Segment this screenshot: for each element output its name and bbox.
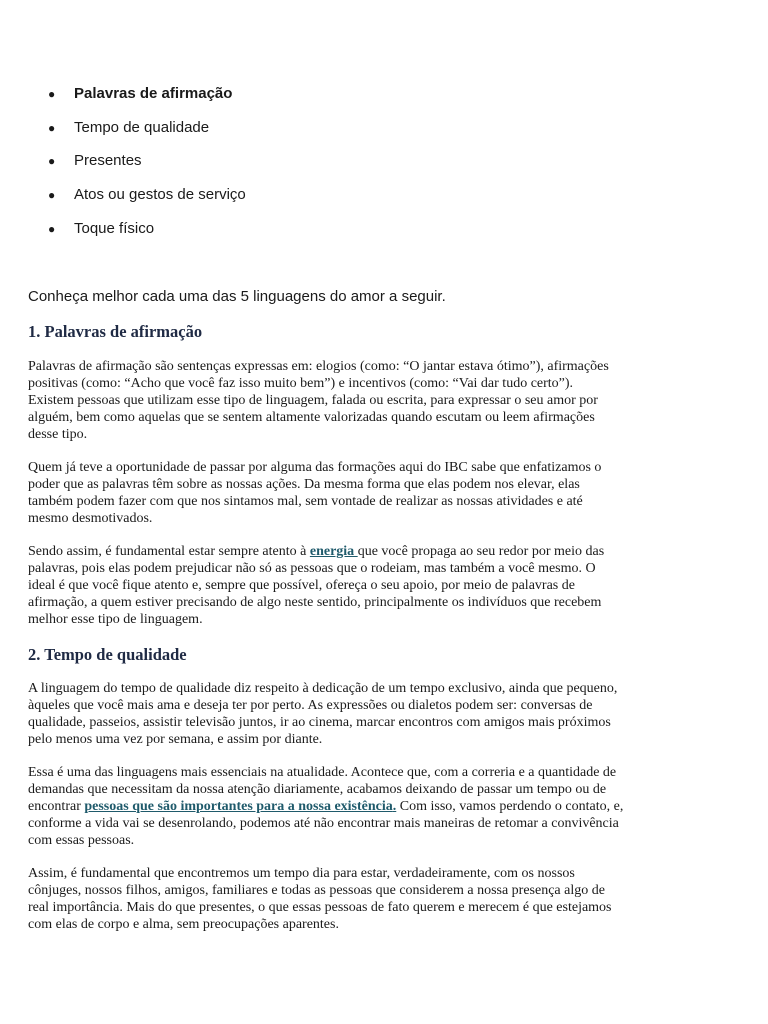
section2-heading: 2. Tempo de qualidade bbox=[28, 645, 187, 664]
text-line: A linguagem do tempo de qualidade diz respeito à dedicação de um tempo exclusivo, ainda que pequeno, bbox=[28, 681, 618, 696]
text-line: ideal é que você fique atento e, sempre que possível, ofereça o seu apoio, por meio de palavras de bbox=[28, 577, 575, 593]
text-line: melhor esse tipo de linguagem. bbox=[28, 611, 203, 627]
text-line: palavras, pois elas podem prejudicar não só as pessoas que o rodeiam, mas também a você mesmo. O bbox=[28, 560, 596, 576]
text-line: Palavras de afirmação são sentenças expressas em: elogios (como: “O jantar estava ótimo”), afirmações bbox=[28, 359, 609, 374]
list-item bbox=[46, 118, 246, 152]
energia-link[interactable]: energia bbox=[309, 544, 358, 559]
section2-paragraph-3 bbox=[28, 866, 700, 934]
text-line: Assim, é fundamental que encontremos um tempo dia para estar, verdadeiramente, com os nossos bbox=[28, 866, 575, 881]
text-segment: que você propaga ao seu redor por meio das bbox=[357, 544, 605, 559]
text-line: àqueles que você mais ama e deseja ter por perto. As expressões ou dialetos podem ser: conversas de bbox=[28, 697, 593, 713]
text-line: demandas que necessitam da nossa atenção diariamente, acabamos deixando de passar um tempo ou de bbox=[28, 781, 607, 797]
intro-text: Conheça melhor cada uma das 5 linguagens do amor a seguir. bbox=[28, 288, 446, 305]
text-line: pelo menos uma vez por semana, e assim por diante. bbox=[28, 731, 323, 747]
text-line: qualidade, passeios, assistir televisão juntos, ir ao cinema, marcar encontros com amigos mais próximos bbox=[28, 714, 611, 730]
list-item-label: Atos ou gestos de serviço bbox=[74, 186, 246, 204]
bullet-icon: ● bbox=[48, 120, 56, 135]
section1-heading: 1. Palavras de afirmação bbox=[28, 322, 203, 341]
section1-paragraph-1 bbox=[28, 359, 700, 444]
section2-paragraph-1 bbox=[28, 681, 700, 749]
section2-paragraph-2 bbox=[28, 765, 700, 850]
text-line bbox=[28, 799, 700, 816]
list-item bbox=[46, 84, 246, 118]
text-line: positivas (como: “Acho que você faz isso muito bem”) e incentivos (como: “Vai dar tudo certo”). bbox=[28, 375, 574, 391]
bullet-icon: ● bbox=[48, 87, 56, 101]
text-line bbox=[28, 544, 700, 561]
text-line: real importância. Mais do que presentes, o que essas pessoas de fato querem e merecem é que estejamos bbox=[28, 899, 612, 915]
list-item-label: Palavras de afirmação bbox=[74, 85, 233, 102]
list-item bbox=[46, 185, 246, 219]
text-segment: Com isso, vamos perdendo o contato, e, bbox=[396, 798, 624, 814]
important-people-link[interactable]: pessoas que são importantes para a nossa existência bbox=[84, 798, 393, 814]
list-item bbox=[46, 219, 246, 253]
text-line: desse tipo. bbox=[28, 426, 88, 442]
bullet-icon: ● bbox=[48, 154, 56, 169]
section1-paragraph-2 bbox=[28, 460, 700, 528]
section1-paragraph-3 bbox=[28, 544, 700, 629]
list-item-label: Presentes bbox=[74, 152, 142, 170]
list-item bbox=[46, 151, 246, 185]
link-punctuation[interactable]: . bbox=[392, 798, 397, 814]
text-line: conforme a vida vai se desenrolando, podemos até não encontrar mais maneiras de retomar a convivência bbox=[28, 815, 619, 831]
text-line: com elas de corpo e alma, sem preocupações aparentes. bbox=[28, 916, 339, 932]
text-line: Quem já teve a oportunidade de passar por alguma das formações aqui do IBC sabe que enfatizamos o bbox=[28, 460, 602, 475]
bullet-icon: ● bbox=[48, 221, 56, 236]
list-item-label: Tempo de qualidade bbox=[74, 118, 210, 136]
text-line: poder que as palavras têm sobre as nossas ações. Da mesma forma que elas podem nos elevar, elas bbox=[28, 476, 580, 492]
text-line: Essa é uma das linguagens mais essenciais na atualidade. Acontece que, com a correria e a quantidade de bbox=[28, 765, 617, 780]
list-item-label: Toque físico bbox=[74, 219, 155, 237]
text-line: Existem pessoas que utilizam esse tipo de linguagem, falada ou escrita, para expressar o seu amor por bbox=[28, 392, 598, 408]
text-line: também podem fazer com que nos sintamos mal, sem vontade de realizar as nossas atividades e até bbox=[28, 493, 583, 509]
text-segment: encontrar bbox=[28, 798, 85, 814]
text-line: mesmo desmotivados. bbox=[28, 510, 153, 526]
text-segment: Sendo assim, é fundamental estar sempre atento à bbox=[28, 544, 310, 559]
text-line: com essas pessoas. bbox=[28, 832, 135, 848]
bullet-icon: ● bbox=[48, 188, 56, 203]
love-languages-list bbox=[46, 84, 246, 252]
text-line: alguém, bem como aquelas que se sentem altamente valorizadas quando escutam ou leem afirmações bbox=[28, 409, 595, 425]
text-line: afirmação, a quem estiver precisando de algo neste sentido, principalmente os indivíduos que recebem bbox=[28, 594, 602, 610]
text-line: cônjuges, nossos filhos, amigos, familiares e todas as pessoas que considerem a nossa presença algo de bbox=[28, 882, 605, 898]
